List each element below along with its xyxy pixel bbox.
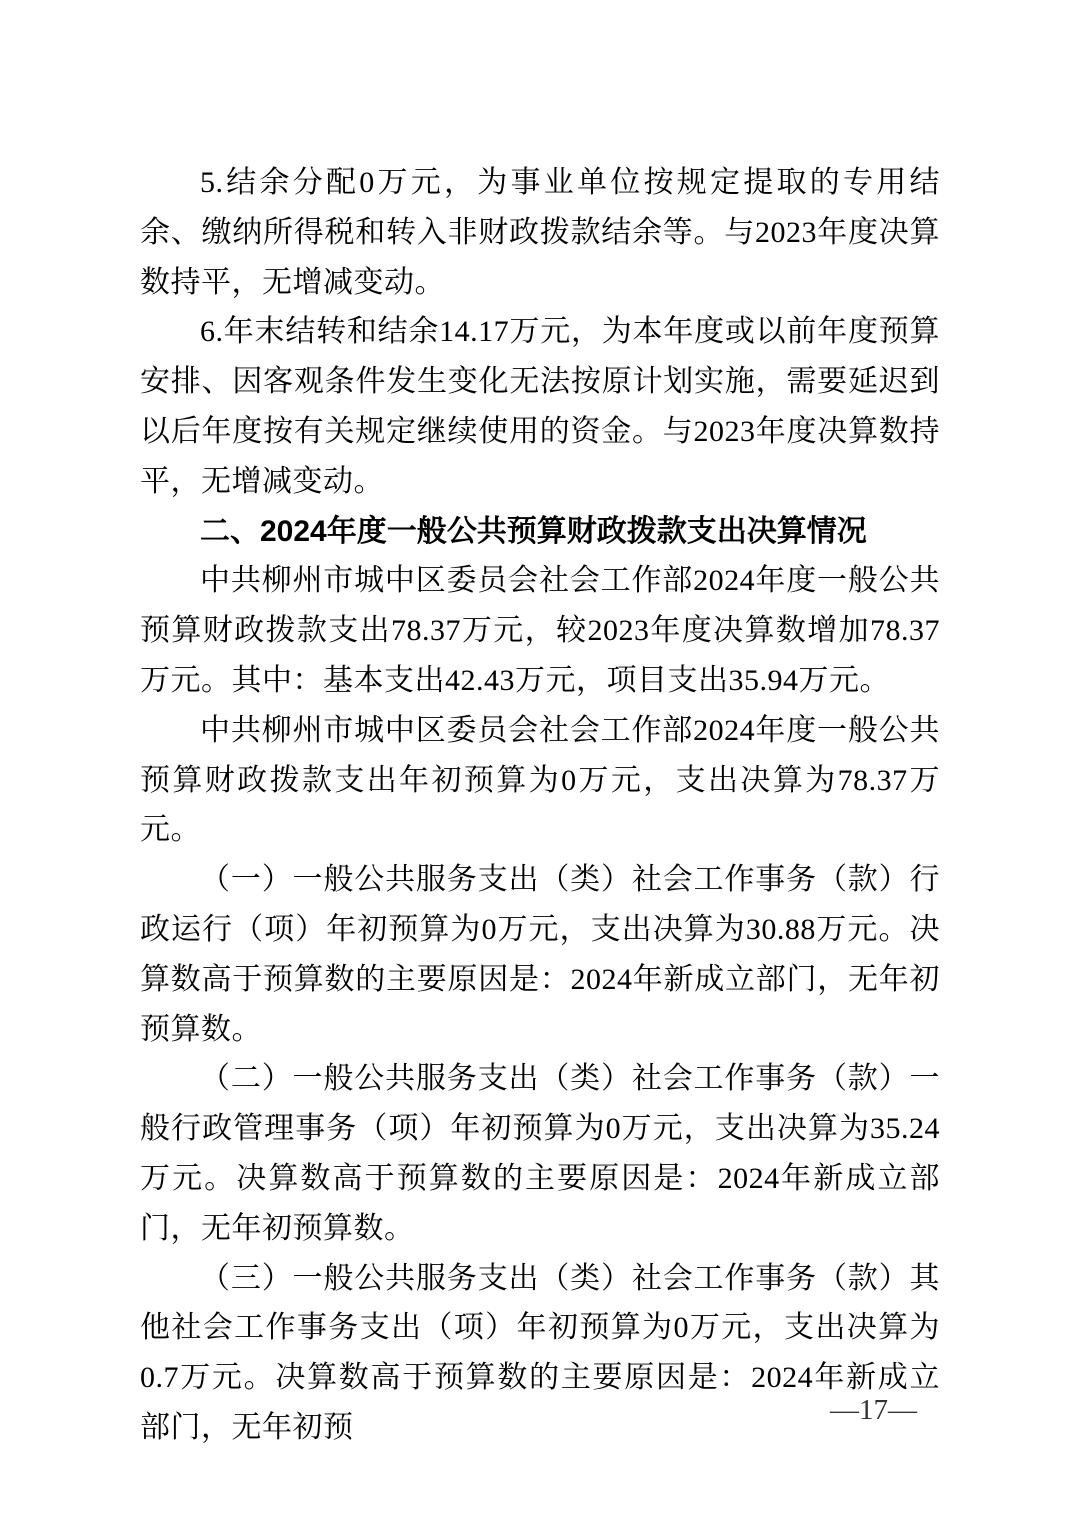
paragraph-subitem2-general-admin-affairs: （二）一般公共服务支出（类）社会工作事务（款）一般行政管理事务（项）年初预算为0万元，支出决算为35.24万元。决算数高于预算数的主要原因是：2024年新成立部门，无年初预算数。 bbox=[140, 1062, 940, 1245]
section-heading-part2: 二、2024年度一般公共预算财政拨款支出决算情况 bbox=[200, 514, 867, 548]
document-body bbox=[140, 158, 940, 1453]
paragraph-general-budget-expenditure-total: 中共柳州市城中区委员会社会工作部2024年度一般公共预算财政拨款支出78.37万元，较2023年度决算数增加78.37万元。其中：基本支出42.43万元，项目支出35.94万元。 bbox=[140, 564, 940, 697]
paragraph-subitem1-administrative-operation: （一）一般公共服务支出（类）社会工作事务（款）行政运行（项）年初预算为0万元，支出决算为30.88万元。决算数高于预算数的主要原因是：2024年新成立部门，无年初预算数。 bbox=[140, 863, 940, 1046]
page-number: —17— bbox=[830, 1394, 917, 1426]
paragraph-item6-year-end-carryover: 6.年末结转和结余14.17万元，为本年度或以前年度预算安排、因客观条件发生变化无法按原计划实施，需要延迟到以后年度按有关规定继续使用的资金。与2023年度决算数持平，无增减变动。 bbox=[140, 315, 940, 498]
paragraph-general-budget-vs-initial: 中共柳州市城中区委员会社会工作部2024年度一般公共预算财政拨款支出年初预算为0万元，支出决算为78.37万元。 bbox=[140, 713, 940, 847]
paragraph-subitem3-other-social-work: （三）一般公共服务支出（类）社会工作事务（款）其他社会工作事务支出（项）年初预算为0万元，支出决算为0.7万元。决算数高于预算数的主要原因是：2024年新成立部门，无年初预 bbox=[140, 1261, 940, 1444]
paragraph-item5-surplus-distribution: 5.结余分配0万元，为事业单位按规定提取的专用结余、缴纳所得税和转入非财政拨款结余等。与2023年度决算数持平，无增减变动。 bbox=[140, 166, 940, 299]
